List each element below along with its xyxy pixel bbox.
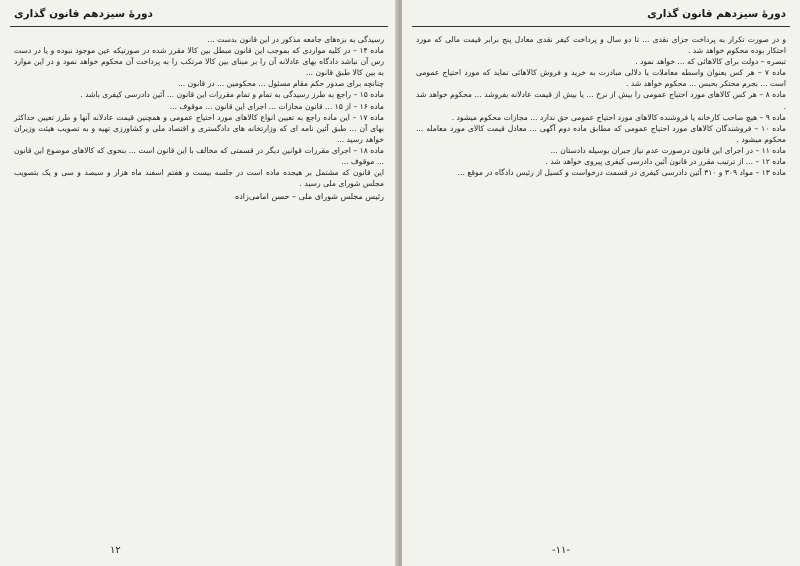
right-page-body	[416, 34, 786, 540]
right-page-header	[412, 8, 790, 27]
right-paragraph: ماده ۸ – هر کس کالاهای مورد احتیاج عمومی را بیش از نرخ ... یا بیش از قیمت عادلانه بفروشد ... محکوم خواهد شد .	[416, 90, 786, 111]
left-page	[0, 0, 398, 566]
left-page-number: ۱۲	[110, 545, 121, 556]
right-paragraph: ماده ۱۳ – مواد ۳۰۹ و ۳۱۰ آئین دادرسی کیفری در قسمت درخواست و کسیل از رئیس دادگاه در موقع ...	[457, 168, 786, 178]
left-paragraph: ماده ۱۸ – اجرای مقررات قوانین دیگر در قسمتی که مخالف با این قانون است ... بنحوی که کالاهای موضوع این قانون ... موقوف ...	[14, 145, 384, 167]
left-paragraph: این قانون که مشتمل بر هیجده ماده است در جلسه بیست و هفتم اسفند ماه هزار و سیصد و سی و یک بتصویب مجلس شورای ملی رسید .	[14, 168, 384, 189]
right-paragraph: تبصره – دولت برای کالاهائی که ... خواهد نمود .	[635, 57, 786, 67]
right-paragraph: ماده ۱۱ – در اجرای این قانون درصورت عدم نیاز جبران بوسیله دادستان ...	[550, 145, 786, 155]
left-page-header-title: دورۀ سیزدهم قانون گذاری	[14, 8, 153, 20]
left-paragraph: ماده ۱۷ – این ماده راجع به تعیین انواع کالاهای مورد احتیاج عمومی و همچنین قیمت عادلانه آنها و طرز تعیین حداکثر بهای آن ... طبق آئین نامه ای که وزارتخانه های دادگستری و اقتصاد ملی و کشاورزی تهیه و به تصویب هیئت وزیران خواهد رسید ...	[14, 112, 384, 144]
right-paragraph: ماده ۱۲ – ... از ترتیب مقرر در قانون آئین دادرسی کیفری پیروی خواهد شد .	[545, 157, 786, 167]
left-paragraph: رسیدگی به بزه‌های جامعه مذکور در این قانون بدست ...	[207, 35, 384, 44]
left-page-header	[10, 8, 388, 27]
left-paragraph: ماده ۱۵ – راجع به طرز رسیدگی به تمام و تمام مقررات این قانون ... آئین دادرسی کیفری باشد .	[80, 90, 384, 100]
left-paragraph: چنانچه برای صدور حکم مقام مسئول ... محکومین ... در قانون ...	[177, 79, 384, 89]
right-paragraph: ماده ۹ – هیچ صاحب کارخانه یا فروشنده کالاهای مورد احتیاج عمومی حق ندارد ... مجازات محکوم میشود .	[451, 112, 786, 122]
right-page-header-title: دورۀ سیزدهم قانون گذاری	[647, 8, 786, 20]
right-page	[402, 0, 800, 566]
left-paragraph: ماده ۱۶ – از ۱۵ ... قانون مجازات ... اجرای این قانون ... موقوف ...	[169, 101, 384, 111]
right-paragraph: و در صورت تکرار به پرداخت جزای نقدی ... تا دو سال و پرداخت کیفر نقدی معادل پنج برابر قیمت مالی که مورد احتکار بوده محکوم خواهد شد .	[416, 35, 786, 56]
signature-line: رئیس مجلس شورای ملی – حسن امامی‌زاده	[235, 192, 384, 202]
right-page-number: -۱۱-	[552, 545, 570, 556]
left-page-body	[14, 34, 384, 540]
left-paragraph: ماده ۱۴ – در کلیه مواردی که بموجب این قانون مبطل بین کالا مقرر شده در صورتیکه عین موجود نبوده و یا در دست رس آن نباشد دادگاه بهای عادلانه آن را بر مبنای بین کالا مرتکب را به پرداخت آن محکوم خواهد نمود و در این موارد به بین کالا طبق قانون ...	[14, 46, 384, 78]
right-paragraph: ماده ۷ – هر کس بعنوان واسطه معاملات یا دلالی مبادرت به خرید و فروش کالاهائی نماید که مورد احتیاج عمومی است ... بجرم محتکر بحبس ... محکوم خواهد شد .	[416, 68, 787, 89]
right-paragraph: ماده ۱۰ – فروشندگان کالاهای مورد احتیاج عمومی که مطابق ماده دوم آگهی ... معادل قیمت کالای مورد معامله ... محکوم میشود .	[416, 123, 787, 144]
